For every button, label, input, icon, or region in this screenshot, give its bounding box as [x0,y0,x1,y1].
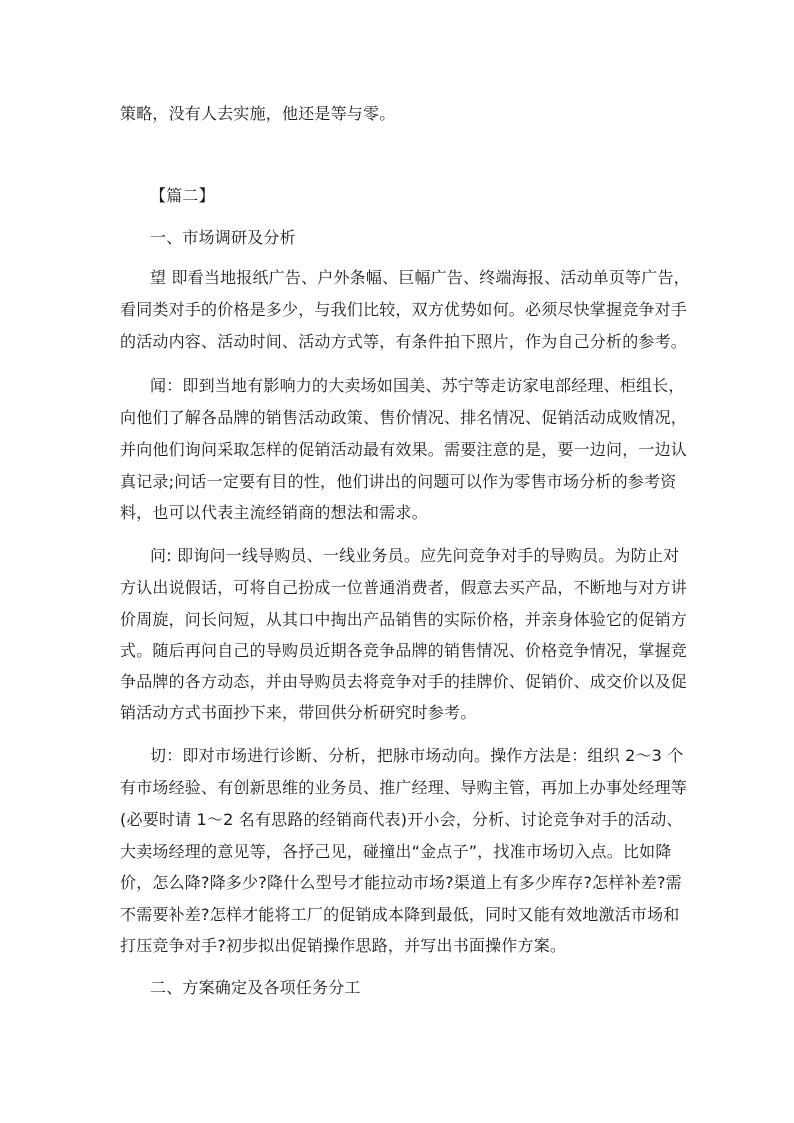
paragraph-line: (必要时请 1～2 名有思路的经销商代表)开小会，分析、讨论竞争对手的活动、 [120,810,683,829]
paragraph-line: 望 即看当地报纸广告、户外条幅、巨幅广告、终端海报、活动单页等广告， [150,268,690,287]
paragraph-line: 看同类对手的价格是多少，与我们比较，双方优势如何。必须尽快掌握竞争对手 [120,300,688,319]
paragraph-line: 闻：即到当地有影响力的大卖场如国美、苏宁等走访家电部经理、柜组长， [150,376,685,395]
paragraph-line: 打压竞争对手?初步拟出促销操作思路，并写出书面操作方案。 [120,936,567,955]
paragraph-line: 切：即对市场进行诊断、分析，把脉市场动向。操作方法是：组织 2～3 个 [150,746,684,765]
paragraph-line: 有市场经验、有创新思维的业务员、推广经理、导购主管，再加上办事处经理等 [120,778,688,797]
paragraph-line: 并向他们询问采取怎样的促销活动最有效果。需要注意的是，要一边问，一边认 [120,440,688,459]
paragraph-line: 式。随后再问自己的导购员近期各竞争品牌的销售情况、价格竞争情况，掌握竞 [120,641,688,660]
paragraph-line: 不需要补差?怎样才能将工厂的促销成本降到最低，同时又能有效地激活市场和 [120,905,680,924]
paragraph-line: 的活动内容、活动时间、活动方式等，有条件拍下照片，作为自己分析的参考。 [120,332,688,351]
paragraph-line: 料，也可以代表主流经销商的想法和需求。 [120,503,428,522]
paragraph-line: 争品牌的各方动态，并由导购员去将竞争对手的挂牌价、促销价、成交价以及促 [120,672,688,691]
subsection-heading: 一、市场调研及分析 [150,228,296,247]
paragraph-line: 向他们了解各品牌的销售活动政策、售价情况、排名情况、促销活动成败情况， [120,408,688,427]
paragraph-line: 方认出说假话，可将自己扮成一位普通消费者，假意去买产品，不断地与对方讲 [120,578,688,597]
text-line: 策略，没有人去实施，他还是等与零。 [120,104,396,123]
paragraph-line: 价，怎么降?降多少?降什么型号才能拉动市场?渠道上有多少库存?怎样补差?需 [120,873,682,892]
paragraph-line: 大卖场经理的意见等，各抒己见，碰撞出“金点子”，找准市场切入点。比如降 [120,842,672,861]
paragraph-line: 真记录;问话一定要有目的性，他们讲出的问题可以作为零售市场分析的参考资 [120,472,677,491]
paragraph-line: 问: 即询问一线导购员、一线业务员。应先问竞争对手的导购员。为防止对 [150,546,680,565]
paragraph-line: 价周旋，问长问短，从其口中掏出产品销售的实际价格，并亲身体验它的促销方 [120,610,688,629]
section-heading: 【篇二】 [150,186,215,205]
subsection-heading: 二、方案确定及各项任务分工 [150,978,361,997]
paragraph-line: 销活动方式书面抄下来，带回供分析研究时参考。 [120,703,477,722]
